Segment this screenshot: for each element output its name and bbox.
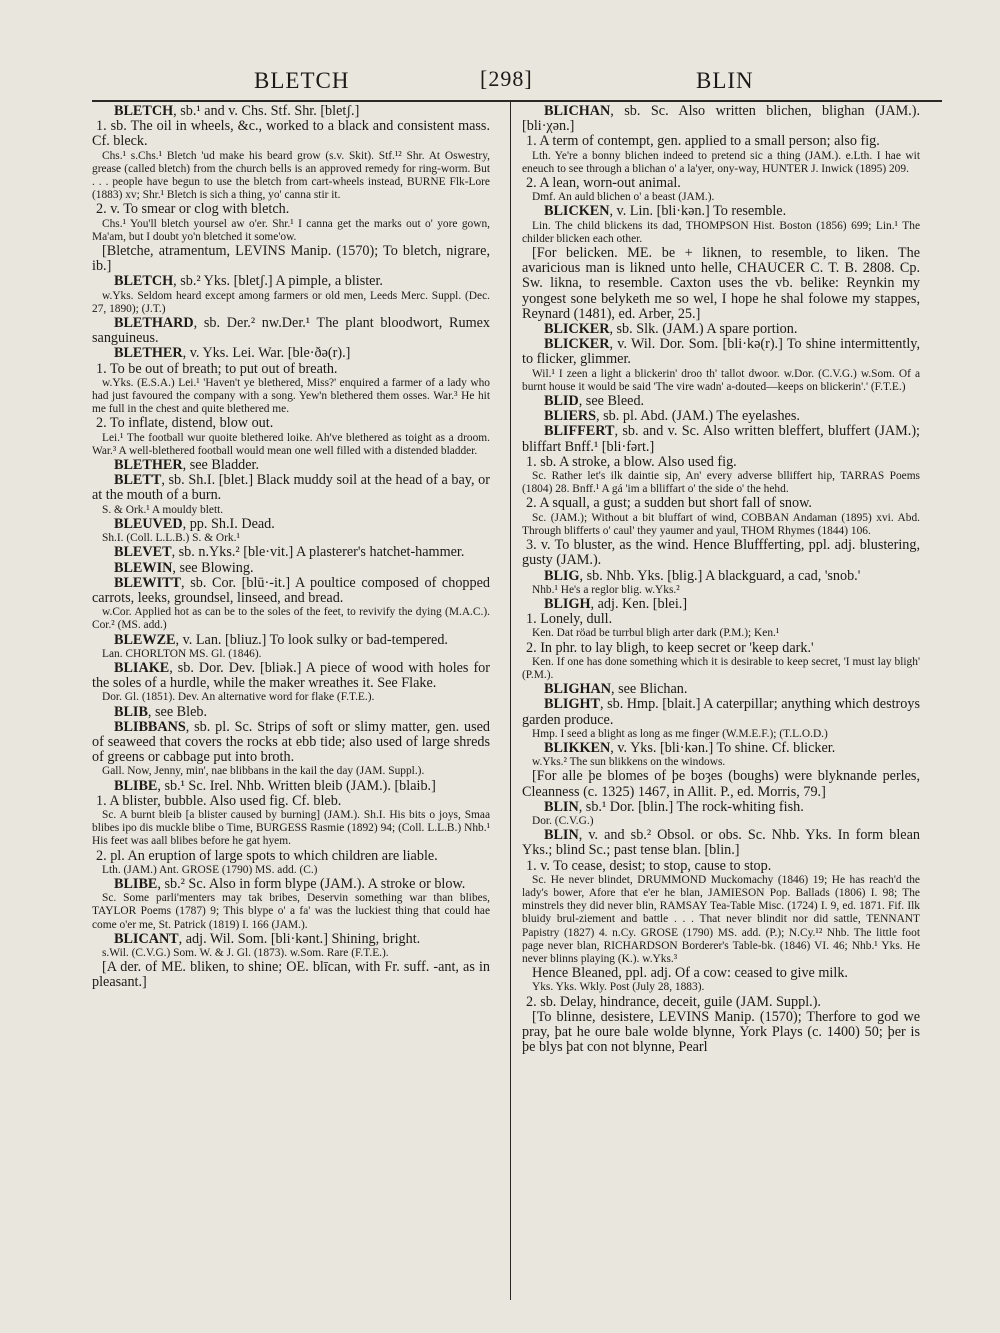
dictionary-entry: BLIGH, adj. Ken. [blei.] xyxy=(544,595,688,612)
header-rule xyxy=(92,100,942,102)
dictionary-sense: 2. sb. Delay, hindrance, deceit, guile (JAM. Suppl.). xyxy=(526,993,821,1010)
dictionary-cite: Sc. (JAM.); Without a bit bluffart of wind, COBBAN Andaman (1895) xvi. Abd. Through blifferts o' caul' they yaumer and yaul, THOM Rhymes (1844) 106. xyxy=(522,511,920,537)
dictionary-cite: Dor. (C.V.G.) xyxy=(532,814,594,827)
dictionary-entry: BLETCH, sb.¹ and v. Chs. Stf. Shr. [bletʃ.] xyxy=(114,104,360,119)
dictionary-cite: Yks. Yks. Wkly. Post (July 28, 1883). xyxy=(532,981,705,994)
dictionary-sense: 1. v. To cease, desist; to stop, cause to stop. xyxy=(526,857,772,874)
dictionary-cite: Lei.¹ The football wur quoite blethered loike. Ah've blethered as toight as a droom. War.³ A well-blethered football would mean one well filled with a distended bladder. xyxy=(92,431,490,457)
dictionary-entry: BLIBE, sb.² Sc. Also in form blype (JAM.). A stroke or blow. xyxy=(114,875,466,892)
dictionary-cite: Chs.¹ You'll bletch yoursel aw o'er. Shr.¹ I canna get the marks out o' yore gown, Ma'am, but I doubt yo'n bletched it some'ow. xyxy=(92,217,490,243)
dictionary-entry: BLICKEN, v. Lin. [bli·kən.] To resemble. xyxy=(544,203,787,220)
dictionary-cite: Chs.¹ s.Chs.¹ Bletch 'ud make his beard grow (s.v. Skit). Stf.¹² Shr. At Oswestry, grease (called bletch) from the church bells is an approved remedy for ring-worm. But . . . people have begun to use the bletch from cart-wheels instead, BURNE Flk-Lore (1883) xv; Shr.¹ Bletch is sich a thing, yo' canna stir it. xyxy=(92,149,490,202)
dictionary-sense: 2. In phr. to lay bligh, to keep secret or 'keep dark.' xyxy=(526,639,814,656)
dictionary-cite: Ken. Dat röad be turrbul bligh arter dark (P.M.); Ken.¹ xyxy=(532,627,780,640)
dictionary-cite: Lth. Ye're a bonny blichen indeed to pretend sic a thing (JAM.). e.Lth. I hae wit eneuch to see through a blichan o' a la'yer, ony-way, HUNTER J. Inwick (1895) 209. xyxy=(522,149,920,175)
dictionary-cite: Dor. Gl. (1851). Dev. An alternative word for flake (F.T.E.). xyxy=(102,691,375,704)
dictionary-sense: 1. A blister, bubble. Also used fig. Cf. bleb. xyxy=(96,792,342,809)
dictionary-note: [Bletche, atramentum, LEVINS Manip. (1570); To bletch, nigrare, ib.] xyxy=(92,243,490,275)
dictionary-sense: 2. pl. An eruption of large spots to which children are liable. xyxy=(96,847,438,864)
dictionary-cite: Ken. If one has done something which it is desirable to keep secret, 'I must lay bligh' (P.M.). xyxy=(522,655,920,681)
dictionary-sense: 2. v. To smear or clog with bletch. xyxy=(96,201,290,218)
dictionary-entry: BLETHARD, sb. Der.² nw.Der.¹ The plant bloodwort, Rumex sanguineus. xyxy=(92,315,490,347)
dictionary-entry: BLICANT, adj. Wil. Som. [bli·kənt.] Shining, bright. xyxy=(114,930,421,947)
dictionary-note: [For alle þe blomes of þe boȝes (boughs) were blyknande perles, Cleanness (c. 1325) 1467, in Allit. P., ed. Morris, 79.] xyxy=(522,768,920,800)
dictionary-cite: Hmp. I seed a blight as long as me finger (W.M.E.F.); (T.L.O.D.) xyxy=(532,727,828,740)
dictionary-cite: Dmf. An auld blichen o' a beast (JAM.). xyxy=(532,191,715,204)
dictionary-cite: S. & Ork.¹ A mouldy blett. xyxy=(102,503,224,516)
dictionary-entry: BLEWIN, see Blowing. xyxy=(114,559,254,576)
dictionary-sense: 2. A lean, worn-out animal. xyxy=(526,175,681,192)
left-column xyxy=(92,104,490,1300)
dictionary-entry: BLIB, see Bleb. xyxy=(114,703,208,720)
dictionary-note: [To blinne, desistere, LEVINS Manip. (1570); Therfore to god we pray, þat he oure bale wolde blynne, York Plays (c. 1400) 50; þer is þe blys þat con not blynne, Pearl xyxy=(522,1008,920,1056)
dictionary-note: [For belicken. ME. be + liknen, to resemble, to liken. The avaricious man is likned unto helle, CHAUCER C. T. B. 2808. Cp. Sw. likna, to resemble. Caxton uses the vb. belike: Reynkin my yongest sone belyketh me so wel, I hope he shal folowe my stappes, Reynard (1481), ed. Arber, 25.] xyxy=(522,245,920,322)
dictionary-entry: BLICHAN, sb. Sc. Also written blichen, blighan (JAM.). [bli·χən.] xyxy=(522,104,920,135)
dictionary-entry: BLICKER, v. Wil. Dor. Som. [bli·kə(r).] To shine intermittently, to flicker, glimmer. xyxy=(522,336,920,368)
dictionary-cite: Sc. A burnt bleib [a blister caused by burning] (JAM.). Sh.I. His bits o joys, Smaa blibes ipo dis muckle blibe o Time, BURGESS Rasmie (1892) 94; (Coll. L.L.B.) Nhb.¹ His feet was aall blibes before he gat hyem. xyxy=(92,808,490,848)
dictionary-cite: Lin. The child blickens its dad, THOMPSON Hist. Boston (1856) 699; Lin.¹ The childer blicken each other. xyxy=(522,219,920,245)
dictionary-sense: 2. A squall, a gust; a sudden but short fall of snow. xyxy=(526,495,812,512)
dictionary-entry: BLIN, sb.¹ Dor. [blin.] The rock-whiting fish. xyxy=(544,798,804,815)
dictionary-entry: BLIN, v. and sb.² Obsol. or obs. Sc. Nhb. Yks. In form blean Yks.; blind Sc.; past tense blan. [blin.] xyxy=(522,827,920,859)
column-divider xyxy=(510,100,511,1300)
right-headword: BLIN xyxy=(696,68,754,93)
dictionary-sense: 1. A term of contempt, gen. applied to a small person; also fig. xyxy=(526,133,880,150)
dictionary-cite: Nhb.¹ He's a reglor blig. w.Yks.² xyxy=(532,583,680,596)
dictionary-cite: Lan. CHORLTON MS. Gl. (1846). xyxy=(102,647,262,660)
dictionary-entry: BLEWZE, v. Lan. [bliuz.] To look sulky or bad-tempered. xyxy=(114,631,448,648)
dictionary-entry: BLETHER, see Bladder. xyxy=(114,457,260,474)
right-column xyxy=(522,104,920,1300)
dictionary-entry: BLETT, sb. Sh.I. [blet.] Black muddy soil at the head of a bay, or at the mouth of a burn. xyxy=(92,472,490,504)
dictionary-cite: s.Wil. (C.V.G.) Som. W. & J. Gl. (1873). w.Som. Rare (F.T.E.). xyxy=(102,946,389,959)
running-header xyxy=(92,62,942,96)
dictionary-note: [A der. of ME. bliken, to shine; OE. blīcan, with Fr. suff. -ant, as in pleasant.] xyxy=(92,959,490,991)
dictionary-entry: BLETCH, sb.² Yks. [bletʃ.] A pimple, a blister. xyxy=(114,273,383,290)
dictionary-cite: Sc. Rather let's ilk daintie sip, An' every adverse blliffert hip, TARRAS Poems (1804) 28. Bnff.¹ A gá 'im a blliffart o' the side o' the hehd. xyxy=(522,470,920,496)
dictionary-cite: Sc. He never blindet, DRUMMOND Muckomachy (1846) 19; He has reach'd the lady's bower, Afore that e'er he blan, JAMIESON Pop. Ballads (1806) I. 98; The minstrels they did never blin, RAMSAY Tea-Table Misc. (1724) I. 9, ed. 1871. Fif. Ilk bluidy brul-ziement and battle . . . That never blindit nor did sattle, TENNANT Papistry (1827) 4. n.Cy. GROSE (1790) MS. add. (P.); N.Cy.¹² Nhb. The little foot page never blan, RICHARDSON Borderer's Table-bk. (1846) VI. 46; Nhb.¹ Yks. He never blinns playing (K.). w.Yks.³ xyxy=(522,873,920,965)
dictionary-entry: BLIBE, sb.¹ Sc. Irel. Nhb. Written bleib (JAM.). [blaib.] xyxy=(114,777,436,794)
left-headword: BLETCH xyxy=(254,68,350,93)
dictionary-sense: 1. Lonely, dull. xyxy=(526,611,613,628)
dictionary-entry: BLIFFERT, sb. and v. Sc. Also written bleffert, bluffert (JAM.); bliffart Bnff.¹ [bli·fərt.] xyxy=(522,423,920,455)
dictionary-entry: BLEWITT, sb. Cor. [blū·-it.] A poultice composed of chopped carrots, leeks, groundsel, linseed, and bread. xyxy=(92,574,490,606)
dictionary-sense: 1. To be out of breath; to put out of breath. xyxy=(96,360,338,377)
dictionary-entry: BLIKKEN, v. Yks. [bli·kən.] To shine. Cf. blicker. xyxy=(544,739,836,756)
dictionary-entry: BLIGHAN, see Blichan. xyxy=(544,681,688,698)
dictionary-entry: BLIG, sb. Nhb. Yks. [blig.] A blackguard, a cad, 'snob.' xyxy=(544,567,861,584)
dictionary-entry: BLID, see Bleed. xyxy=(544,393,645,410)
dictionary-cite: Sc. Some parli'menters may tak bribes, Deservin something war than blibes, TAYLOR Poems (1787) 9; This blype o' a fa' was the luckiest thing that could hae come o'er me, St. Patrick (1819) I. 166 (JAM.). xyxy=(92,892,490,931)
page-number: [298] xyxy=(480,66,533,91)
dictionary-sense: 3. v. To bluster, as the wind. Hence Bluffferting, ppl. adj. blustering, gusty (JAM.). xyxy=(522,537,920,569)
dictionary-sense: 2. To inflate, distend, blow out. xyxy=(96,415,274,432)
dictionary-cite: w.Cor. Applied hot as can be to the soles of the feet, to revivify the dying (M.A.C.). Cor.² (MS. add.) xyxy=(92,606,490,632)
dictionary-entry: BLIERS, sb. pl. Abd. (JAM.) The eyelashes. xyxy=(544,408,800,425)
dictionary-entry: BLEUVED, pp. Sh.I. Dead. xyxy=(114,515,275,532)
dictionary-entry: BLEVET, sb. n.Yks.² [ble·vit.] A plasterer's hatchet-hammer. xyxy=(114,544,465,561)
dictionary-cite: w.Yks.² The sun blikkens on the windows. xyxy=(532,756,726,769)
dictionary-entry: BLICKER, sb. Slk. (JAM.) A spare portion. xyxy=(544,321,798,338)
dictionary-cite: Sh.I. (Coll. L.L.B.) S. & Ork.¹ xyxy=(102,532,240,545)
dictionary-entry: BLIGHT, sb. Hmp. [blait.] A caterpillar; anything which destroys garden produce. xyxy=(522,696,920,728)
dictionary-entry: BLIAKE, sb. Dor. Dev. [bliək.] A piece of wood with holes for the soles of a hurdle, while the maker wreathes it. See Flake. xyxy=(92,659,490,692)
dictionary-sense: 1. sb. A stroke, a blow. Also used fig. xyxy=(526,453,737,470)
dictionary-cite: w.Yks. (E.S.A.) Lei.¹ 'Haven't ye blethered, Miss?' enquired a farmer of a lady who had just favoured the company with a song. Yew'n blethered them osses. War.³ He hit me full in the chest and quite blethered me. xyxy=(92,376,490,416)
dictionary-cite: Gall. Now, Jenny, min', nae blibbans in the kail the day (JAM. Suppl.). xyxy=(102,765,425,778)
dictionary-sense: 1. sb. The oil in wheels, &c., worked to a black and consistent mass. Cf. bleck. xyxy=(92,118,490,150)
dictionary-cite: w.Yks. Seldom heard except among farmers or old men, Leeds Merc. Suppl. (Dec. 27, 1890); (J.T.) xyxy=(92,289,490,315)
dictionary-entry: BLIBBANS, sb. pl. Sc. Strips of soft or slimy matter, gen. used of seaweed that covers the rocks at ebb tide; also used of large shreds of greens or cabbage put into broth. xyxy=(92,718,490,766)
dictionary-cite: Wil.¹ I zeen a light a blickerin' droo th' tallot dwoor. w.Dor. (C.V.G.) w.Som. Of a burnt house it would be said 'The vire wadn' a-douted—keeps on blickerin'.' (F.T.E.) xyxy=(522,367,920,393)
dictionary-entry: BLETHER, v. Yks. Lei. War. [ble·ðə(r).] xyxy=(114,345,351,362)
dictionary-cite: Lth. (JAM.) Ant. GROSE (1790) MS. add. (C.) xyxy=(102,863,318,876)
dictionary-note: Hence Bleaned, ppl. adj. Of a cow: ceased to give milk. xyxy=(532,965,848,982)
